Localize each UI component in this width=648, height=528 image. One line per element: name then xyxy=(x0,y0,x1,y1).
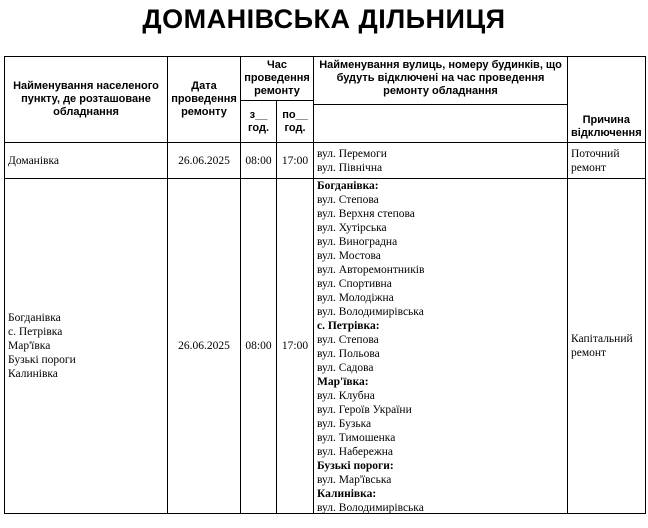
street-line: вул. Верхня степова xyxy=(317,208,415,220)
street-line: вул. Героїв України xyxy=(317,404,412,416)
date-cell: 26.06.2025 xyxy=(168,143,241,179)
settlement-cell: Доманівка xyxy=(5,143,168,179)
street-line: вул. Клубна xyxy=(317,390,375,402)
streets-cell xyxy=(314,179,568,514)
settlement-cell xyxy=(5,179,168,514)
header-streets: Найменування вулиць, номеру будинків, що будуть відключені на час проведення ремонту обладнання xyxy=(314,57,568,105)
street-line: вул. Степова xyxy=(317,194,379,206)
locality-heading: Мар'ївка: xyxy=(317,376,369,388)
time-to-cell: 17:00 xyxy=(277,179,314,514)
page-title: ДОМАНІВСЬКА ДІЛЬНИЦЯ xyxy=(142,4,506,34)
locality-heading: Бузькі пороги: xyxy=(317,460,394,472)
time-to-cell: 17:00 xyxy=(277,143,314,179)
locality-heading: Калинівка: xyxy=(317,488,377,500)
street-line: вул. Набережна xyxy=(317,446,394,458)
table-row xyxy=(5,179,646,514)
header-time: Час проведення ремонту xyxy=(241,57,314,101)
settlement-line: Мар'ївка xyxy=(8,340,51,352)
street-line: вул. Садова xyxy=(317,362,374,374)
street-line: вул. Бузька xyxy=(317,418,372,430)
street-line: вул. Молодіжна xyxy=(317,292,394,304)
outage-schedule-table xyxy=(4,56,646,514)
street-line: вул. Володимирівська xyxy=(317,502,424,513)
street-line: вул. Спортивна xyxy=(317,278,392,290)
street-line: вул. Мостова xyxy=(317,250,381,262)
header-streets-spacer xyxy=(314,105,568,143)
header-reason-spacer xyxy=(568,57,646,101)
street-line: вул. Авторемонтників xyxy=(317,264,425,276)
header-time-from: з__ год. xyxy=(241,101,277,143)
locality-heading: Богданівка: xyxy=(317,180,379,192)
street-line: вул. Володимирівська xyxy=(317,306,424,318)
time-from-cell: 08:00 xyxy=(241,179,277,514)
date-cell: 26.06.2025 xyxy=(168,179,241,514)
street-line: вул. Польова xyxy=(317,348,380,360)
locality-heading: с. Петрівка: xyxy=(317,320,380,332)
settlement-line: Богданівка xyxy=(8,312,61,324)
street-line: вул. Мар'ївська xyxy=(317,474,392,486)
header-time-to: по__ год. xyxy=(277,101,314,143)
street-line: вул. Степова xyxy=(317,334,379,346)
table-row xyxy=(5,143,646,179)
reason-cell: Капітальний ремонт xyxy=(568,179,646,514)
header-date: Дата проведення ремонту xyxy=(168,57,241,143)
street-line: вул. Тимошенка xyxy=(317,432,396,444)
header-settlement: Найменування населеного пункту, де розташоване обладнання xyxy=(5,57,168,143)
reason-cell: Поточний ремонт xyxy=(568,143,646,179)
settlement-line: Бузькі пороги xyxy=(8,354,76,366)
streets-list xyxy=(317,179,564,513)
settlement-line: с. Петрівка xyxy=(8,326,63,338)
street-line: вул. Північна xyxy=(317,161,383,174)
street-line: вул. Виноградна xyxy=(317,236,398,248)
time-from-cell: 08:00 xyxy=(241,143,277,179)
street-line: вул. Перемоги xyxy=(317,147,387,160)
street-line: вул. Хутірська xyxy=(317,222,387,234)
streets-cell xyxy=(314,143,568,179)
settlement-line: Калинівка xyxy=(8,368,58,380)
header-reason: Причина відключення xyxy=(568,101,646,143)
